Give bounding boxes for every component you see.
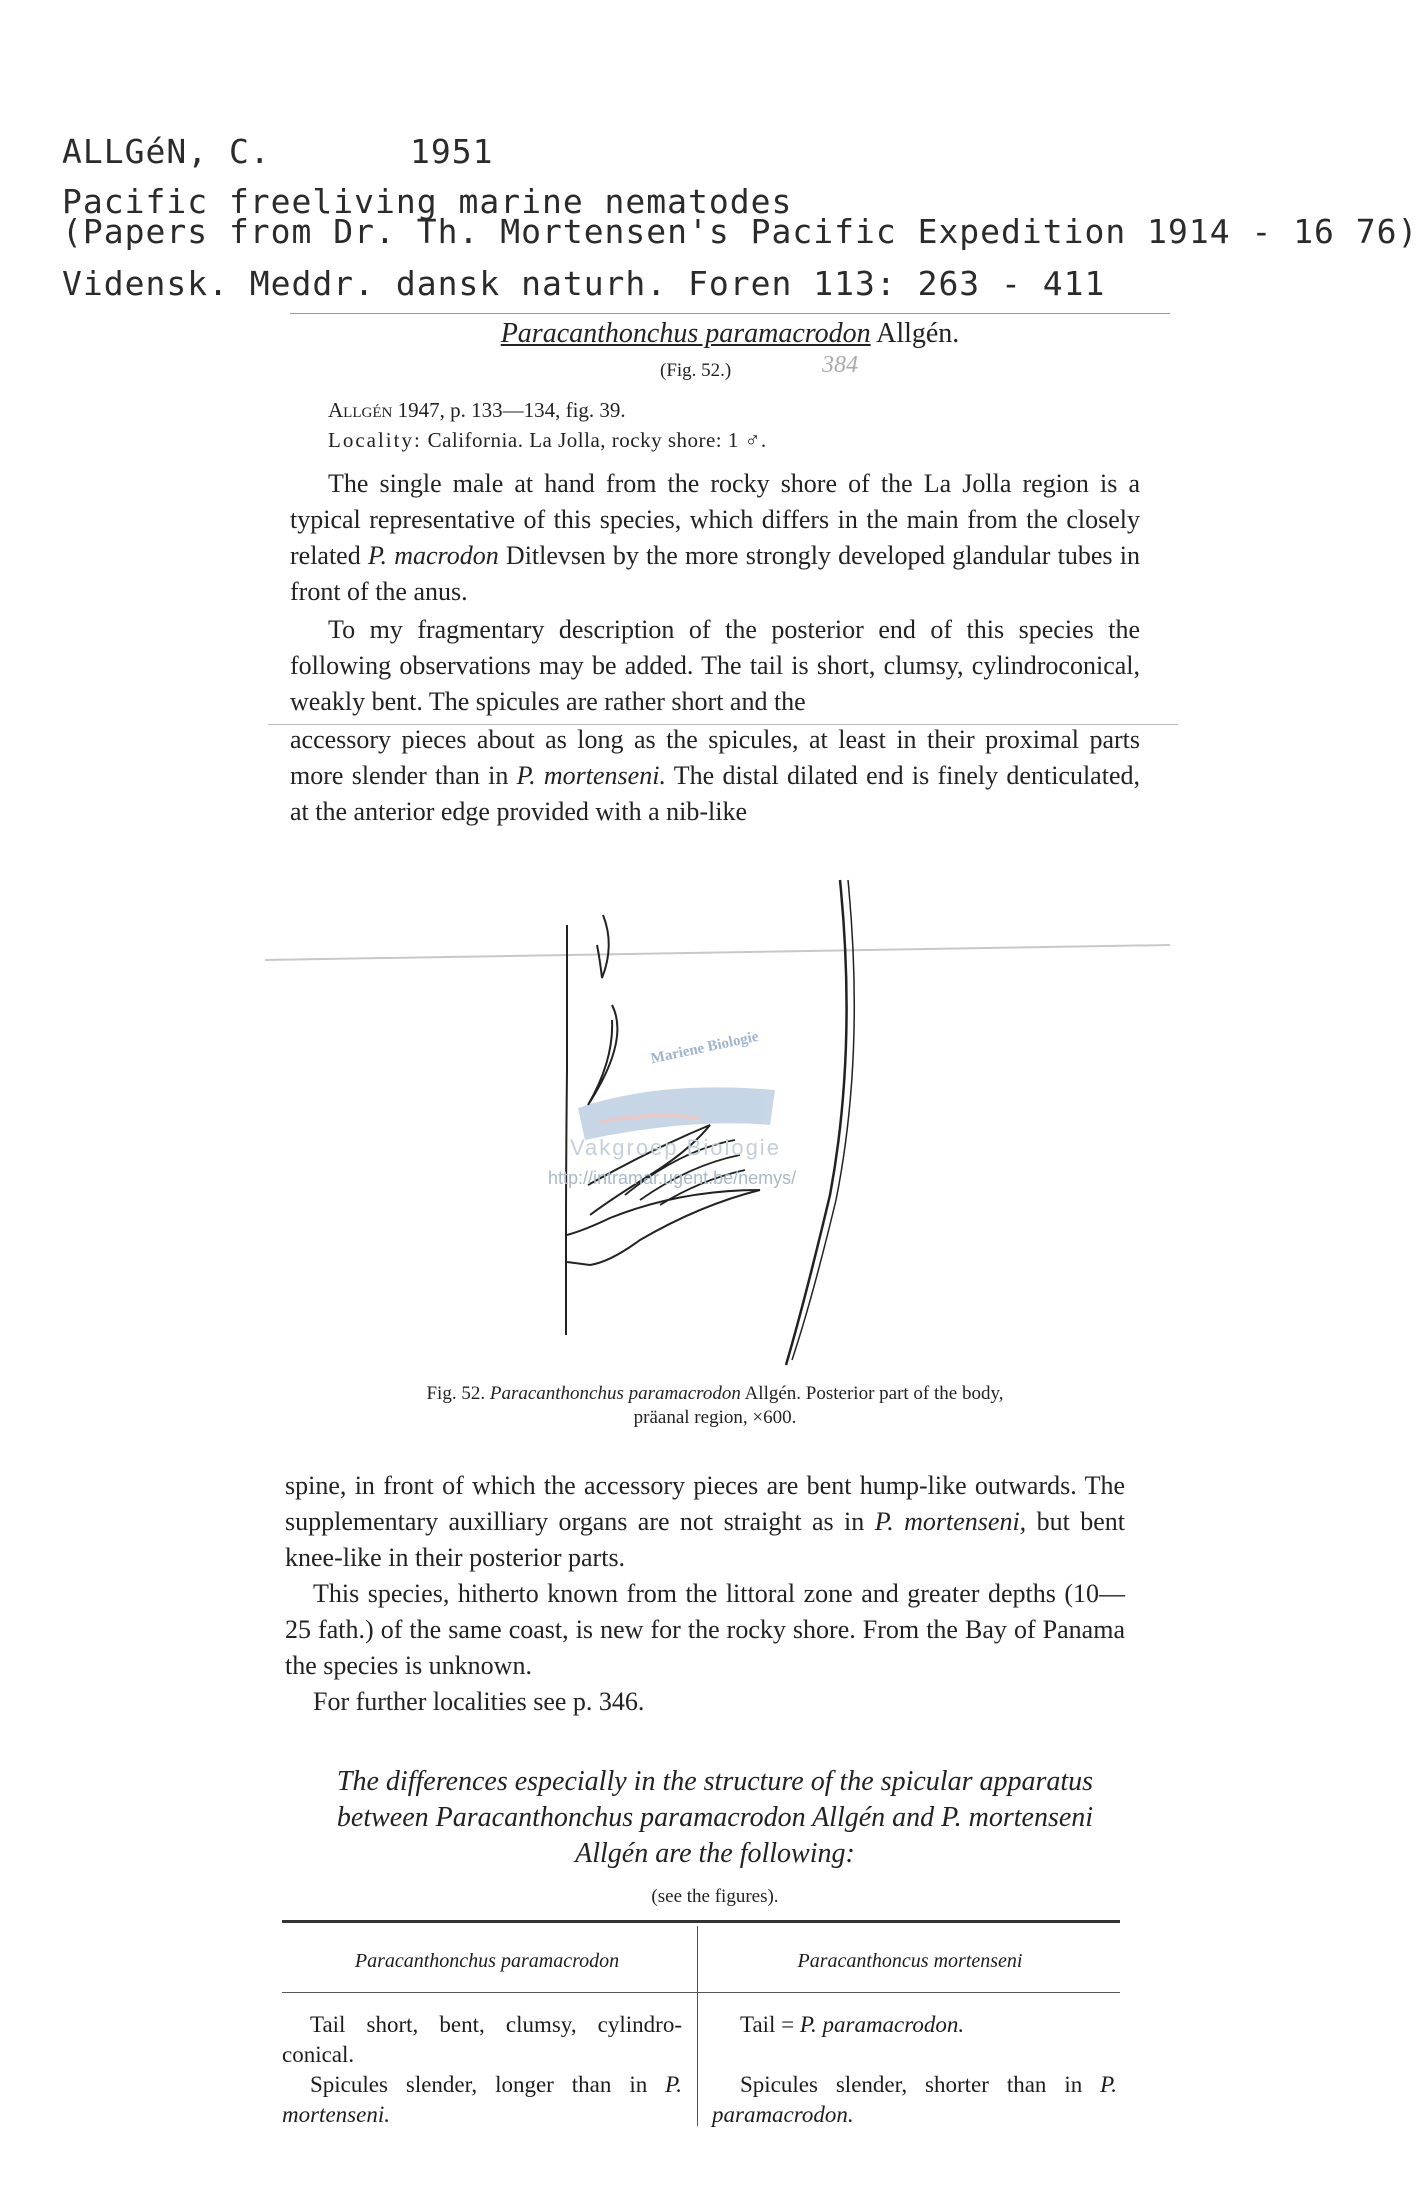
title-line-1: Pacific freeliving marine nematodes [62,182,793,221]
watermark-url: http://intramar.ugent.be/nemys/ [548,1168,797,1188]
paragraph-1: The single male at hand from the rocky shore of the La Jolla region is a typical representative of this species, which differs in the main from the closely related P. macrodon Ditlevsen by the more strongly developed glandular tubes in front of the anus. [290,469,1140,606]
year: 1951 [410,132,494,171]
table-header-col2: Paracanthoncus mortenseni [797,1950,1023,1972]
watermark-arc-text: Mariene Biologie [649,1028,760,1068]
reference-author: Allgén [328,398,393,422]
species-name: Paracanthonchus paramacrodon [500,318,871,349]
table-col1-row2: Spicules slender, longer than in P. mortenseni. [282,2072,682,2127]
handwritten-number: 384 [822,352,858,378]
continuation-paragraph-3: For further localities see p. 346. [313,1687,645,1716]
gland-tube-middle [588,1005,617,1105]
journal-line: Vidensk. Meddr. dansk naturh. Foren 113: 263 - 411 [62,264,1106,303]
continuation-paragraph-2: This species, hitherto known from the littoral zone and greater depths (10—25 fath.) of the same coast, is new for the rocky shore. From the Bay of Panama the species is unknown. [285,1579,1125,1680]
title-line-2: (Papers from Dr. Th. Mortensen's Pacific Expedition 1914 - 16 76) [62,212,1418,251]
table-header-rule [282,1992,1120,1993]
table-col2-row2: Spicules slender, shorter than in P. paramacrodon. [712,2072,1117,2127]
differences-heading: The differences especially in the structure of the spicular apparatus between Paracanthonchus paramacrodon Allgén and P. mortenseni Allgén are the following: [336,1766,1094,1869]
species-author: Allgén. [876,318,960,349]
scan-streak [265,945,1170,960]
table-top-rule [282,1920,1120,1923]
continuation-paragraph-1: spine, in front of which the accessory pieces are bent hump-like outwards. The supplementary auxilliary organs are not straight as in P. mortenseni, but bent knee-like in their posterior parts. [285,1471,1125,1572]
table-header-col1: Paracanthonchus paramacrodon [354,1950,620,1972]
body-outline-right [786,880,847,1365]
author-line: ALLGéN, C. [62,132,271,171]
paragraph-2: To my fragmentary description of the posterior end of this species the following observations may be added. The tail is short, clumsy, cylindroconical, weakly bent. The spicules are rather short and the [290,615,1140,716]
body-outline-left [566,925,567,1335]
fig-reference: (Fig. 52.) [660,360,732,381]
paragraph-2-continued: accessory pieces about as long as the spicules, at least in their proximal parts more slender than in P. mortenseni. The distal dilated end is finely denticulated, at the anterior edge provided with a nib-like [290,725,1140,826]
accessory-piece [567,1190,760,1265]
reference-rest: 1947, p. 133—134, fig. 39. [397,398,626,422]
watermark-logo [578,1087,775,1140]
table-col1-row1: Tail short, bent, clumsy, cylindro-conical. [282,2012,682,2067]
table-col2-row1: Tail = P. paramacrodon. [740,2012,965,2037]
gland-tube-upper [597,915,609,978]
watermark-label: Vakgroep Biologie [570,1135,781,1160]
see-figures-note: (see the figures). [651,1886,779,1907]
locality-text: California. La Jolla, rocky shore: 1 ♂. [427,428,767,452]
locality-label: Locality: [328,428,422,452]
figure-caption: Fig. 52. Paracanthonchus paramacrodon Allgén. Posterior part of the body, präanal region, ×600. [426,1383,1004,1428]
table-divider [697,1926,698,2126]
